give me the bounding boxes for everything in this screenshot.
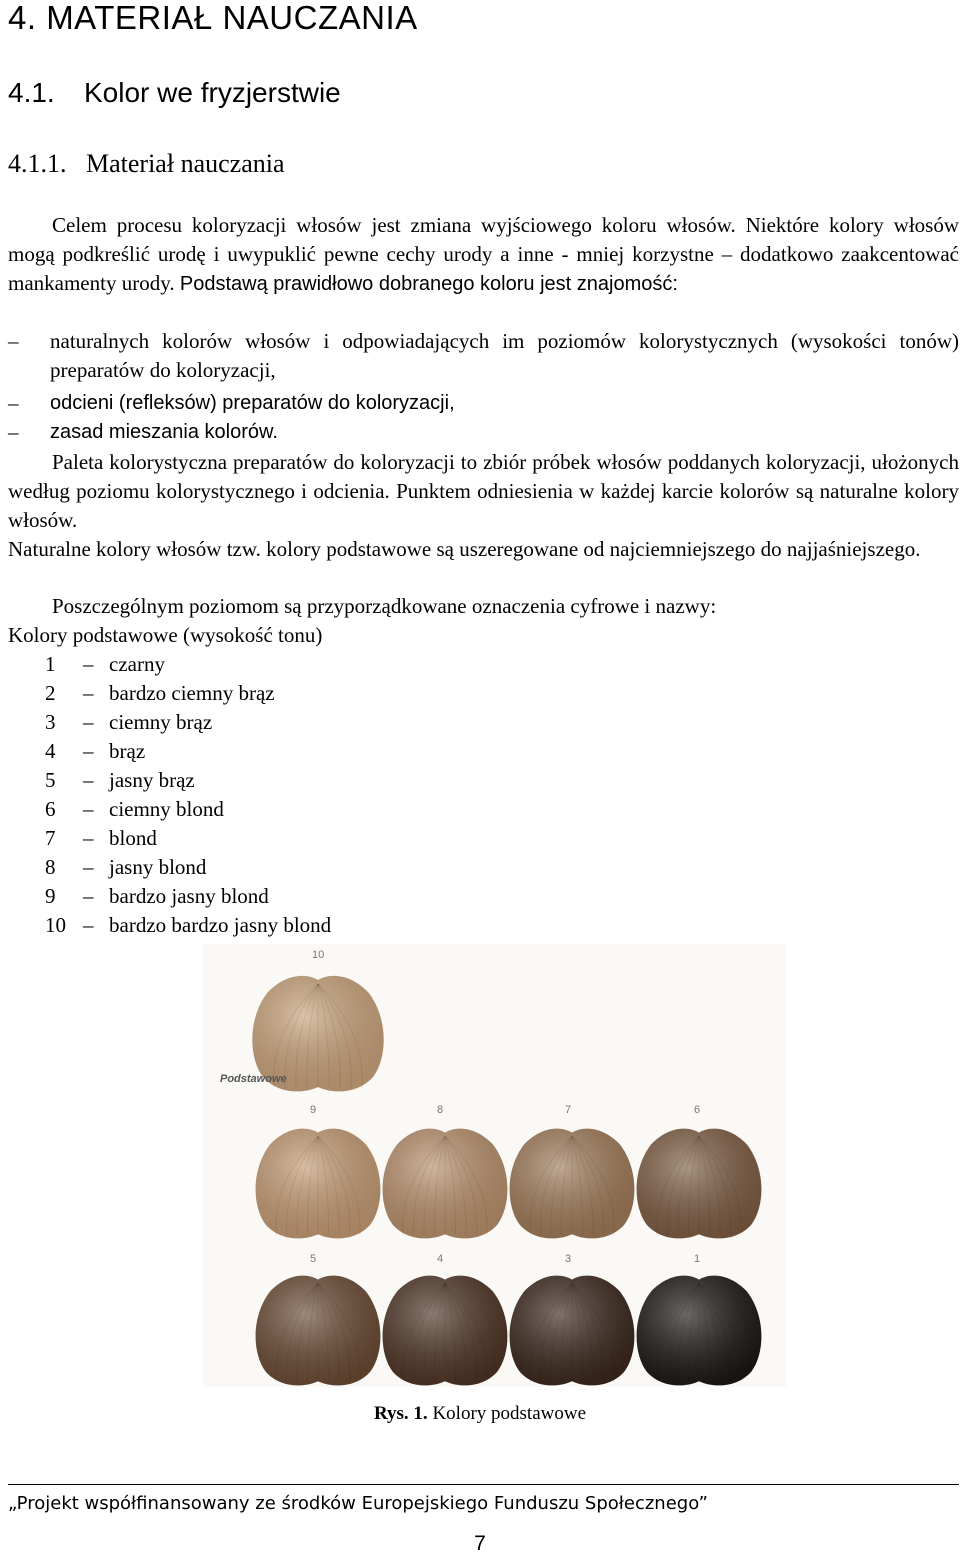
level-item: [45, 708, 212, 737]
swatch-number: 4: [437, 1253, 444, 1265]
level-name: bardzo ciemny brąz: [109, 681, 275, 705]
level-number: 1: [45, 652, 56, 676]
level-name: ciemny blond: [109, 797, 224, 821]
subsection-title: Materiał nauczania: [86, 149, 285, 178]
hair-swatch-9: [256, 1129, 381, 1239]
level-number: 2: [45, 681, 56, 705]
caption-label: Rys. 1.: [373, 1403, 428, 1424]
footer-divider: [8, 1484, 959, 1485]
level-item: [45, 824, 157, 853]
level-number: 7: [45, 826, 56, 850]
swatch-number: 5: [310, 1253, 317, 1265]
hair-swatch-4: [383, 1276, 508, 1386]
natural-colors-paragraph: Naturalne kolory włosów tzw. kolory podstawowe są uszeregowane od najciemniejszego do najjaśniejszego.: [8, 537, 921, 561]
intro-sans-text: Podstawą prawidłowo dobranego koloru jest znajomość:: [179, 273, 678, 295]
swatch-number: 6: [694, 1104, 701, 1116]
levels-heading: Kolory podstawowe (wysokość tonu): [8, 623, 323, 647]
level-item: [45, 882, 269, 911]
level-item: [45, 795, 224, 824]
palette-label: Podstawowe: [220, 1073, 287, 1085]
hair-swatch-6: [637, 1129, 762, 1239]
page-number: 7: [474, 1532, 486, 1555]
level-name: brąz: [109, 739, 146, 763]
level-item: [45, 766, 195, 795]
level-number: 8: [45, 855, 56, 879]
hair-swatch-8: [383, 1129, 508, 1239]
level-item: [45, 679, 275, 708]
level-item: [45, 853, 206, 882]
level-dash: –: [83, 797, 94, 821]
swatch-number: 3: [565, 1253, 572, 1265]
hair-swatch-1: [637, 1276, 762, 1386]
figure-caption: [0, 1402, 960, 1426]
knowledge-item: odcieni (refleksów) preparatów do koloryzacji,: [50, 392, 455, 414]
bullet-dash: –: [8, 420, 19, 444]
intro-paragraph: [8, 211, 959, 299]
footer-text: „Projekt współfinansowany ze środków Europejskiego Funduszu Społecznego”: [8, 1493, 708, 1514]
subsection-number: 4.1.1.: [8, 149, 67, 178]
intro-serif-text: Celem procesu koloryzacji włosów jest zmiana wyjściowego koloru włosów. Niektóre kolory włosów mogą podkreślić urodę i uwypuklić pewne cechy urody a inne - mniej korzystne – dodatkowo zaakcentować mankamenty urody.: [8, 213, 959, 295]
level-dash: –: [83, 681, 94, 705]
chapter-title: 4. MATERIAŁ NAUCZANIA: [8, 0, 418, 36]
swatch-number: 7: [565, 1104, 572, 1116]
swatch-number: 10: [312, 949, 325, 961]
level-item: [45, 911, 331, 940]
level-number: 6: [45, 797, 56, 821]
level-number: 5: [45, 768, 56, 792]
subsection-heading: [8, 148, 285, 180]
level-name: blond: [109, 826, 157, 850]
level-dash: –: [83, 768, 94, 792]
knowledge-item: naturalnych kolorów włosów i odpowiadających im poziomów kolorystycznych (wysokości tonów) preparatów do koloryzacji,: [50, 329, 959, 382]
section-number: 4.1.: [8, 77, 55, 108]
level-number: 10: [45, 913, 66, 937]
level-dash: –: [83, 652, 94, 676]
level-dash: –: [83, 884, 94, 908]
section-heading: [8, 76, 341, 110]
level-dash: –: [83, 710, 94, 734]
level-number: 3: [45, 710, 56, 734]
bullet-dash: –: [8, 329, 19, 353]
level-number: 9: [45, 884, 56, 908]
swatch-illustration: [202, 944, 786, 1387]
level-dash: –: [83, 826, 94, 850]
level-name: ciemny brąz: [109, 710, 213, 734]
level-item: [45, 650, 165, 679]
palette-paragraph: Paleta kolorystyczna preparatów do koloryzacji to zbiór próbek włosów poddanych koloryzacji, ułożonych według poziomu kolorystycznego i odcienia. Punktem odniesienia w każdej karcie kolorów są naturalne kolory włosów.: [8, 450, 959, 532]
level-name: jasny brąz: [109, 768, 195, 792]
hair-swatch-3: [510, 1276, 635, 1386]
level-name: bardzo jasny blond: [109, 884, 269, 908]
bullet-dash: –: [8, 391, 19, 415]
hair-swatch-5: [256, 1276, 381, 1386]
level-name: bardzo bardzo jasny blond: [109, 913, 332, 937]
level-name: jasny blond: [109, 855, 207, 879]
levels-intro: Poszczególnym poziomom są przyporządkowane oznaczenia cyfrowe i nazwy:: [52, 594, 717, 618]
level-dash: –: [83, 855, 94, 879]
swatch-number: 8: [437, 1104, 444, 1116]
knowledge-item: zasad mieszania kolorów.: [50, 421, 278, 443]
swatch-number: 9: [310, 1104, 317, 1116]
swatch-number: 1: [694, 1253, 701, 1265]
level-name: czarny: [109, 652, 165, 676]
level-number: 4: [45, 739, 56, 763]
caption-text: Kolory podstawowe: [432, 1403, 586, 1424]
level-item: [45, 737, 145, 766]
hair-color-chart-image: [202, 944, 786, 1387]
section-title: Kolor we fryzjerstwie: [84, 77, 341, 108]
hair-swatch-7: [510, 1129, 635, 1239]
level-dash: –: [83, 913, 94, 937]
level-dash: –: [83, 739, 94, 763]
